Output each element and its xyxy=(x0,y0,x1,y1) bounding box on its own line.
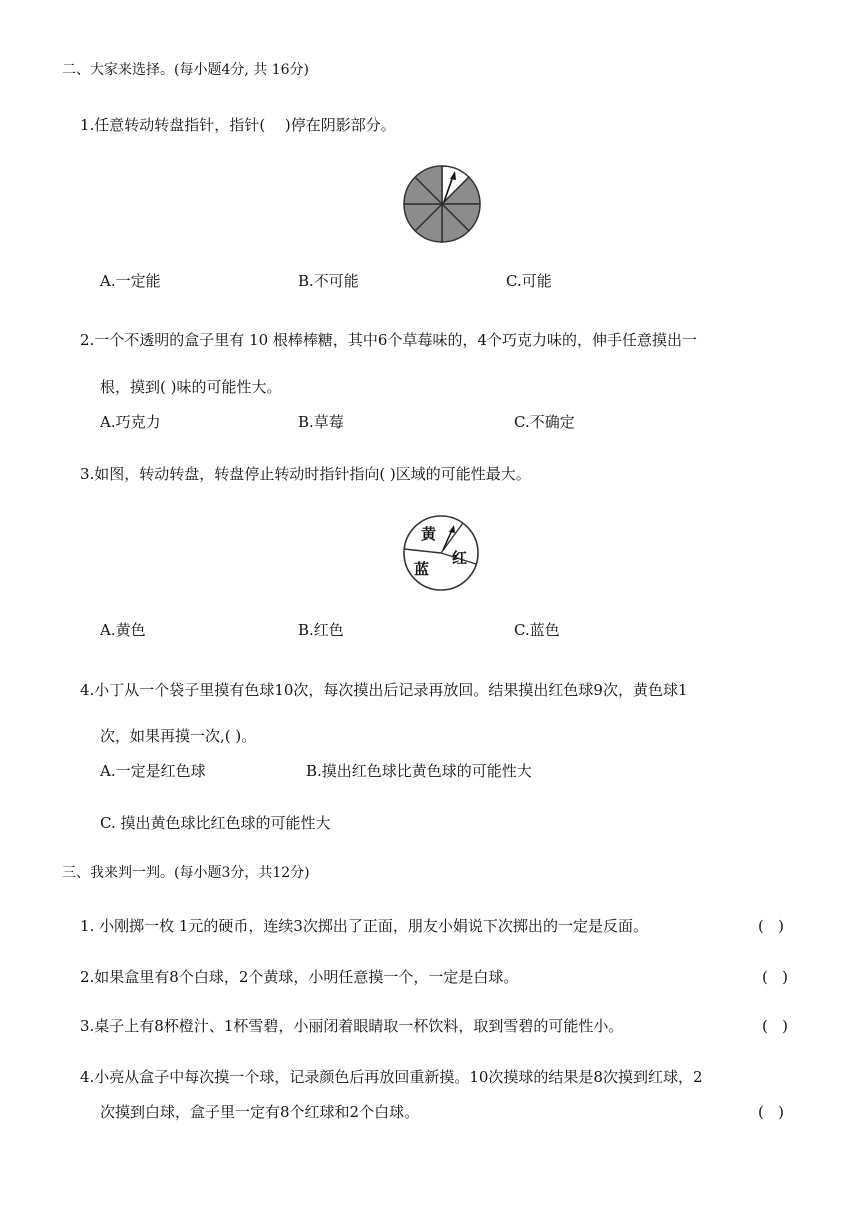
question-1-option-b: B.不可能 xyxy=(298,272,359,290)
spinner-label-yellow: 黄 xyxy=(421,525,437,543)
question-4-stem-line2: 次，如果再摸一次,( )。 xyxy=(100,727,257,745)
question-3-stem: 3.如图，转动转盘，转盘停止转动时指针指向( )区域的可能性最大。 xyxy=(80,465,531,483)
question-4-option-a: A.一定是红色球 xyxy=(100,762,206,780)
question-1-option-a: A.一定能 xyxy=(100,272,161,290)
judge-item-4-answer-paren: ( ) xyxy=(758,1103,785,1121)
question-4-option-c: C. 摸出黄色球比红色球的可能性大 xyxy=(100,814,331,832)
question-2-stem-line1: 2.一个不透明的盒子里有 10 根棒棒糖，其中6个草莓味的，4个巧克力味的，伸手任意摸出一 xyxy=(80,331,698,349)
question-3-option-a: A.黄色 xyxy=(100,621,146,639)
judge-item-3-answer-paren: ( ) xyxy=(762,1017,789,1035)
judge-item-4-line2: 次摸到白球，盒子里一定有8个红球和2个白球。 xyxy=(100,1103,420,1121)
question-1-option-c: C.可能 xyxy=(506,272,552,290)
question-4-option-b: B.摸出红色球比黄色球的可能性大 xyxy=(306,762,532,780)
spinner-label-blue: 蓝 xyxy=(414,560,430,578)
question-2-option-b: B.草莓 xyxy=(298,413,344,431)
judge-item-1: 1. 小刚掷一枚 1元的硬币，连续3次掷出了正面，朋友小娟说下次掷出的一定是反面。 xyxy=(80,917,648,935)
section-2-title: 二、大家来选择。(每小题4分, 共 16分) xyxy=(62,62,309,78)
judge-item-3: 3.桌子上有8杯橙汁、1杯雪碧，小丽闭着眼睛取一杯饮料，取到雪碧的可能性小。 xyxy=(80,1017,624,1035)
question-4-stem-line1: 4.小丁从一个袋子里摸有色球10次，每次摸出后记录再放回。结果摸出红色球9次，黄色球1 xyxy=(80,681,688,699)
judge-item-2-answer-paren: ( ) xyxy=(762,968,789,986)
question-2-stem-line2: 根，摸到( )味的可能性大。 xyxy=(100,378,282,396)
spinner-3-image xyxy=(400,512,482,594)
section-3-title: 三、我来判一判。(每小题3分，共12分) xyxy=(62,865,310,881)
question-1-stem: 1.任意转动转盘指针，指针( )停在阴影部分。 xyxy=(80,116,396,134)
question-2-option-a: A.巧克力 xyxy=(100,413,161,431)
judge-item-1-answer-paren: ( ) xyxy=(758,917,785,935)
question-2-option-c: C.不确定 xyxy=(514,413,575,431)
question-3-option-b: B.红色 xyxy=(298,621,344,639)
spinner-label-red: 红 xyxy=(452,549,468,567)
question-3-option-c: C.蓝色 xyxy=(514,621,560,639)
judge-item-2: 2.如果盒里有8个白球，2个黄球，小明任意摸一个，一定是白球。 xyxy=(80,968,519,986)
judge-item-4-line1: 4.小亮从盒子中每次摸一个球，记录颜色后再放回重新摸。10次摸球的结果是8次摸到红球，2 xyxy=(80,1068,703,1086)
spinner-1-image xyxy=(400,162,484,246)
